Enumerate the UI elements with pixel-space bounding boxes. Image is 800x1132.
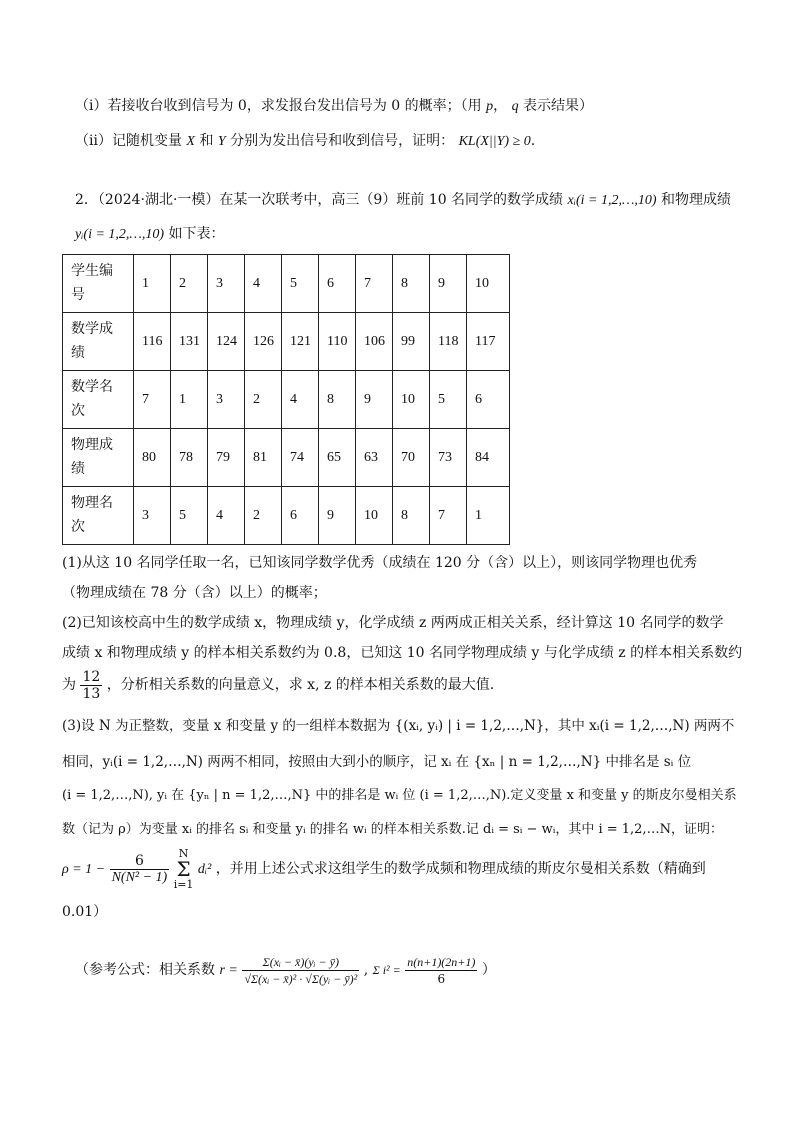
q2-p3-line6: 0.01） bbox=[62, 904, 108, 920]
q2-p3-line5-text: ，并用上述公式求这组学生的数学成频和物理成绩的斯皮尔曼相关系数（精确到 bbox=[215, 861, 706, 877]
q2-intro-a: 2．（2024·湖北·一模）在某一次联考中，高三（9）班前 10 名同学的数学成绩 bbox=[75, 192, 564, 208]
table-cell: 6 bbox=[282, 487, 319, 545]
q2-p3-line5 bbox=[62, 848, 706, 891]
table-row-header bbox=[63, 313, 134, 371]
row-header-line1: 学生编 bbox=[71, 263, 113, 279]
table-cell: 84 bbox=[467, 429, 510, 487]
q1-part-i bbox=[75, 96, 593, 117]
table-row bbox=[63, 255, 510, 313]
table-cell: 8 bbox=[319, 371, 356, 429]
table-cell: 8 bbox=[393, 255, 430, 313]
row-header-line1: 数学名 bbox=[71, 379, 113, 395]
table-cell: 106 bbox=[356, 313, 393, 371]
table-cell: 65 bbox=[319, 429, 356, 487]
q2-intro-math-y: yᵢ(i = 1,2,…,10) bbox=[75, 227, 165, 242]
q2-p2-wei: 为 bbox=[62, 677, 76, 693]
q2-intro-math-x: xᵢ(i = 1,2,…,10) bbox=[567, 193, 657, 208]
q2-p1-line1: (1)从这 10 名同学任取一名，已知该同学数学优秀（成绩在 120 分（含）以上），则该同学物理也优秀 bbox=[62, 555, 698, 571]
correlation-numerator: Σ(xᵢ − x̄)(yᵢ − ȳ) bbox=[242, 954, 359, 971]
row-header-line1: 物理名 bbox=[71, 495, 113, 511]
reference-r: r = bbox=[219, 963, 238, 978]
score-table-body bbox=[63, 255, 510, 545]
table-cell: 7 bbox=[430, 487, 467, 545]
table-cell: 74 bbox=[282, 429, 319, 487]
row-header-line1: 物理成 bbox=[71, 437, 113, 453]
q2-p2-line2: 成绩 x 和物理成绩 y 的样本相关系数约为 0.8，已知这 10 名同学物理成绩 y 与化学成绩 z 的样本相关系数约 bbox=[62, 645, 743, 661]
fraction-12-13 bbox=[80, 669, 102, 702]
q1-part-i-q: q bbox=[511, 99, 519, 114]
table-cell: 10 bbox=[356, 487, 393, 545]
q2-p3-line2: 相同，yᵢ(i = 1,2,…,N) 两两不相同，按照由大到小的顺序，记 xᵢ 在 {xₙ | n = 1,2,…,N} 中排名是 sᵢ 位 bbox=[62, 754, 692, 770]
q2-intro-b: 和物理成绩 bbox=[661, 192, 732, 208]
table-cell: 131 bbox=[171, 313, 208, 371]
rho-fraction bbox=[110, 853, 170, 886]
table-cell: 9 bbox=[319, 487, 356, 545]
table-cell: 117 bbox=[467, 313, 510, 371]
sum-squares-denominator: 6 bbox=[437, 971, 446, 986]
q1-part-i-prefix: （ⅰ）若接收台收到信号为 0，求发报台发出信号为 0 的概率；（用 bbox=[75, 98, 482, 114]
table-cell: 7 bbox=[134, 371, 171, 429]
table-cell: 3 bbox=[208, 371, 245, 429]
q2-intro-table-label: 如下表： bbox=[168, 226, 225, 242]
q2-p2-line3 bbox=[62, 665, 494, 705]
table-row bbox=[63, 487, 510, 545]
q1-part-ii-end: . bbox=[530, 133, 536, 149]
table-cell: 2 bbox=[171, 255, 208, 313]
sigma-term: dᵢ² bbox=[197, 862, 212, 877]
row-header-line2: 次 bbox=[71, 519, 85, 535]
q1-part-ii-prefix: （ⅱ）记随机变量 bbox=[75, 133, 182, 149]
table-cell: 5 bbox=[282, 255, 319, 313]
q1-part-ii-mid: 分别为发出信号和收到信号，证明： bbox=[230, 133, 455, 149]
row-header-line2: 号 bbox=[71, 287, 85, 303]
sigma-lower: i=1 bbox=[173, 878, 194, 891]
table-cell: 6 bbox=[467, 371, 510, 429]
table-row-header bbox=[63, 429, 134, 487]
q1-part-ii-expr: KL(X||Y) ≥ 0 bbox=[458, 134, 531, 149]
table-cell: 1 bbox=[134, 255, 171, 313]
table-cell: 9 bbox=[430, 255, 467, 313]
q1-part-ii bbox=[75, 131, 535, 152]
table-cell: 3 bbox=[134, 487, 171, 545]
sum-squares-numerator: n(n+1)(2n+1) bbox=[407, 954, 476, 969]
reference-suffix: ） bbox=[481, 962, 496, 978]
table-cell: 2 bbox=[245, 371, 282, 429]
table-cell: 4 bbox=[245, 255, 282, 313]
rho-fraction-numerator: 6 bbox=[110, 853, 170, 870]
table-cell: 7 bbox=[356, 255, 393, 313]
reference-prefix: （参考公式：相关系数 bbox=[75, 962, 215, 978]
q2-p3-line1: (3)设 N 为正整数，变量 x 和变量 y 的一组样本数据为 {(xᵢ, yᵢ) | i = 1,2,…,N}，其中 xᵢ(i = 1,2,…,N) 两两不 bbox=[62, 718, 735, 734]
q1-part-ii-and: 和 bbox=[199, 133, 214, 149]
q1-part-ii-Y: Y bbox=[217, 134, 226, 149]
table-cell: 4 bbox=[208, 487, 245, 545]
row-header-line2: 绩 bbox=[71, 461, 85, 477]
q1-part-i-suffix: 表示结果） bbox=[523, 98, 594, 114]
score-table bbox=[62, 254, 510, 545]
row-header-line2: 次 bbox=[71, 403, 85, 419]
table-cell: 9 bbox=[356, 371, 393, 429]
table-cell: 6 bbox=[319, 255, 356, 313]
table-cell: 126 bbox=[245, 313, 282, 371]
table-cell: 63 bbox=[356, 429, 393, 487]
table-row-header bbox=[63, 255, 134, 313]
q1-part-ii-X: X bbox=[186, 134, 195, 149]
table-cell: 8 bbox=[393, 487, 430, 545]
table-cell: 5 bbox=[430, 371, 467, 429]
table-cell: 10 bbox=[467, 255, 510, 313]
sigma-icon: Σ bbox=[176, 857, 191, 881]
table-cell: 78 bbox=[171, 429, 208, 487]
correlation-fraction bbox=[242, 954, 359, 987]
table-cell: 1 bbox=[467, 487, 510, 545]
row-header-line1: 数学成 bbox=[71, 321, 113, 337]
table-cell: 4 bbox=[282, 371, 319, 429]
reference-sum-squares: Σ i² = bbox=[372, 963, 401, 977]
fraction-numerator: 12 bbox=[82, 668, 101, 685]
correlation-denominator: √Σ(xᵢ − x̄)² · √Σ(yᵢ − ȳ)² bbox=[244, 971, 358, 986]
table-cell: 116 bbox=[134, 313, 171, 371]
table-cell: 80 bbox=[134, 429, 171, 487]
rho-formula-lhs: ρ = 1 − bbox=[62, 862, 106, 877]
q1-part-i-p: p bbox=[486, 99, 494, 114]
q2-p2-line1: (2)已知该校高中生的数学成绩 x，物理成绩 y，化学成绩 z 两两成正相关关系，经计算这 10 名同学的数学 bbox=[62, 615, 724, 631]
q2-p1-line2: （物理成绩在 78 分（含）以上）的概率； bbox=[62, 585, 327, 601]
table-cell: 110 bbox=[319, 313, 356, 371]
table-cell: 124 bbox=[208, 313, 245, 371]
table-row bbox=[63, 429, 510, 487]
q1-part-i-sep: ， bbox=[493, 98, 508, 114]
sigma-upper: N bbox=[178, 847, 189, 860]
table-cell: 99 bbox=[393, 313, 430, 371]
row-header-line2: 绩 bbox=[71, 345, 85, 361]
q2-p2-line3-text: ，分析相关系数的向量意义，求 x, z 的样本相关系数的最大值. bbox=[106, 677, 495, 693]
table-row bbox=[63, 313, 510, 371]
table-cell: 73 bbox=[430, 429, 467, 487]
table-cell: 121 bbox=[282, 313, 319, 371]
rho-fraction-denominator: N(N² − 1) bbox=[111, 869, 168, 885]
table-cell: 1 bbox=[171, 371, 208, 429]
table-row-header bbox=[63, 487, 134, 545]
table-row-header bbox=[63, 371, 134, 429]
table-cell: 5 bbox=[171, 487, 208, 545]
q2-intro-line1 bbox=[75, 190, 731, 211]
sigma-summation bbox=[174, 848, 194, 890]
q2-p3-line4: 数（记为 ρ）为变量 xᵢ 的排名 sᵢ 和变量 yᵢ 的排名 wᵢ 的样本相关系数.记 dᵢ = sᵢ − wᵢ，其中 i = 1,2,…N，证明： bbox=[62, 822, 723, 837]
q2-intro-line2 bbox=[75, 224, 225, 245]
table-cell: 3 bbox=[208, 255, 245, 313]
table-row bbox=[63, 371, 510, 429]
table-cell: 79 bbox=[208, 429, 245, 487]
table-cell: 118 bbox=[430, 313, 467, 371]
table-cell: 10 bbox=[393, 371, 430, 429]
reference-formula: （参考公式：相关系数 r = $\frac{\text{Σ(xᵢ − x̄)(yᵢ − ȳ)}}{\text{√Σ(xᵢ − x̄)² · √Σ(yᵢ − ȳ)²}}$ , Σ i² = $\frac{n(n+1)(2n+1)}{6}$ ） bbox=[75, 954, 496, 986]
table-cell: 70 bbox=[393, 429, 430, 487]
table-cell: 81 bbox=[245, 429, 282, 487]
fraction-denominator: 13 bbox=[82, 685, 101, 702]
q2-p3-line3: (i = 1,2,…,N), yᵢ 在 {yₙ | n = 1,2,…,N} 中的排名是 wᵢ 位 (i = 1,2,…,N).定义变量 x 和变量 y 的斯皮尔曼相关系 bbox=[62, 788, 737, 803]
table-cell: 2 bbox=[245, 487, 282, 545]
sum-squares-fraction bbox=[405, 954, 477, 987]
